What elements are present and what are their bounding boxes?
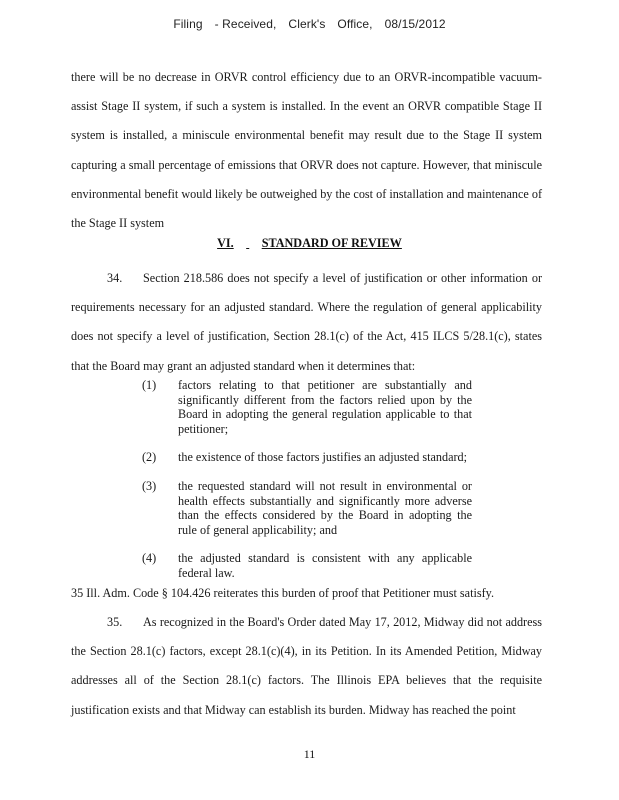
section-number: VI.	[217, 236, 234, 250]
factor-item	[142, 551, 472, 580]
factor-text: the adjusted standard is consistent with any applicable federal law.	[178, 551, 472, 580]
factor-number: (2)	[142, 450, 157, 465]
paragraph-text: Section 218.586 does not specify a level of justification or other information or requirements necessary for an adjusted standard. Where the regulation of general applicability does not specify a level of justification, Section 28.1(c) of the Act, 415 ILCS 5/28.1(c), states that the Board may grant an adjusted standard when it determines that:	[71, 271, 542, 373]
factor-number: (1)	[142, 378, 157, 392]
factor-text: factors relating to that petitioner are substantially and significantly different from the factors relied upon by the Board in adopting the general regulation applicable to that petitioner;	[178, 378, 472, 436]
paragraph-35	[71, 608, 542, 725]
page-number: 11	[303, 747, 316, 761]
factor-list	[142, 378, 472, 595]
filing-header	[0, 17, 619, 31]
factor-item	[142, 479, 472, 537]
factor-text: the requested standard will not result in environmental or health effects substantially and significantly more adverse than the effects considered by the Board in adopting the rule of general applicability; and	[178, 478, 472, 537]
factor-item	[142, 378, 472, 436]
header-clerks: Clerk's	[288, 17, 326, 31]
paragraph-text: As recognized in the Board's Order dated May 17, 2012, Midway did not address the Section 28.1(c) factors, except 28.1(c)(4), in its Petition. In its Amended Petition, Midway addresses all of the Section 28.1(c) factors. The Illinois EPA believes that the requisite justification exists and that Midway can establish its burden. Midway has reached the point	[71, 615, 542, 717]
header-filing: Filing	[173, 17, 203, 31]
header-received: - Received,	[214, 17, 277, 31]
factor-number: (4)	[142, 551, 157, 566]
section-heading	[0, 236, 619, 251]
factor-number: (3)	[142, 478, 157, 493]
heading-underline-gap	[234, 236, 262, 251]
paragraph-number: 34.	[107, 271, 123, 285]
factor-item	[142, 450, 472, 465]
factor-text: the existence of those factors justifies an adjusted standard;	[178, 450, 468, 465]
paragraph-number: 35.	[107, 615, 123, 629]
header-office: Office,	[337, 17, 373, 31]
section-title: STANDARD OF REVIEW	[261, 236, 402, 250]
paragraph-34	[71, 264, 542, 381]
paragraph-continuation: there will be no decrease in ORVR control efficiency due to an ORVR-incompatible vacuum-assist Stage II system, if such a system is installed. In the event an ORVR compatible Stage II system is installed, a miniscule environmental benefit may result due to the Stage II system capturing a small percentage of emissions that ORVR does not capture. However, that miniscule environmental benefit would likely be outweighed by the cost of installation and maintenance of the Stage II system	[71, 70, 542, 231]
citation-paragraph: 35 Ill. Adm. Code § 104.426 reiterates this burden of proof that Petitioner must satisfy.	[71, 586, 494, 600]
header-date: 08/15/2012	[384, 17, 446, 31]
